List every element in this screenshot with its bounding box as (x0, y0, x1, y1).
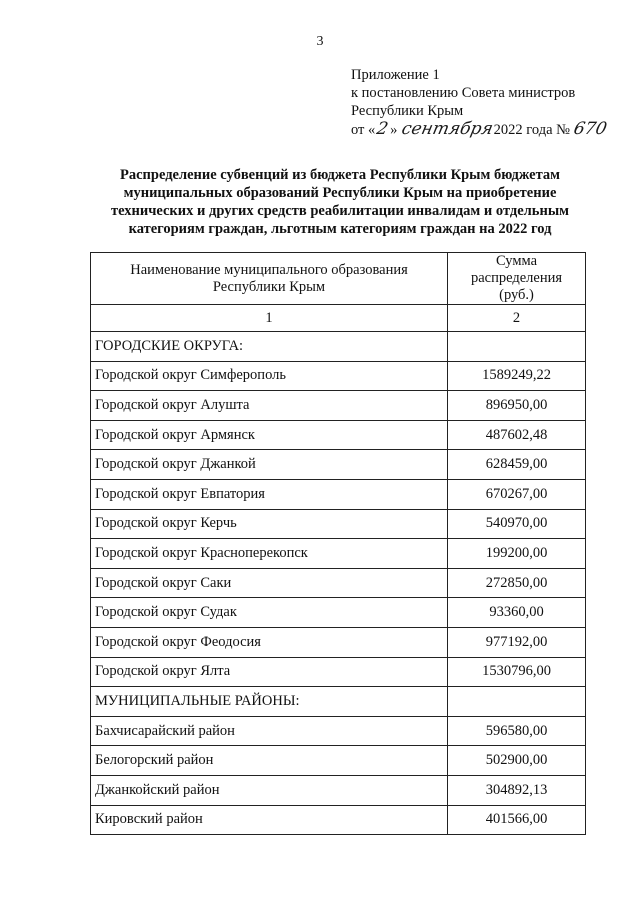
distribution-amount: 401566,00 (448, 805, 586, 835)
municipality-name: ГОРОДСКИЕ ОКРУГА: (91, 332, 448, 362)
appendix-block (351, 66, 609, 139)
document-title (80, 166, 600, 238)
distribution-amount: 502900,00 (448, 746, 586, 776)
column-header-name (91, 253, 448, 305)
distribution-amount: 977192,00 (448, 627, 586, 657)
distribution-amount: 1589249,22 (448, 361, 586, 391)
table-row (91, 539, 586, 569)
table-row (91, 627, 586, 657)
table-row (91, 805, 586, 835)
appendix-title: Приложение 1 (351, 67, 440, 83)
table-row (91, 361, 586, 391)
municipality-name: Городской округ Саки (91, 568, 448, 598)
distribution-amount: 628459,00 (448, 450, 586, 480)
appendix-resolution: к постановлению Совета министров (351, 85, 576, 101)
municipality-name: Кировский район (91, 805, 448, 835)
column-number: 1 (91, 305, 448, 332)
title-line: категориям граждан, льготным категориям граждан на 2022 год (128, 221, 552, 237)
column-header-amount (448, 253, 586, 305)
date-prefix: от « (351, 122, 376, 138)
distribution-amount: 596580,00 (448, 716, 586, 746)
municipality-name: Городской округ Красноперекопск (91, 539, 448, 569)
table-row (91, 746, 586, 776)
municipality-name: Городской округ Керчь (91, 509, 448, 539)
table-row (91, 716, 586, 746)
municipality-name: МУНИЦИПАЛЬНЫЕ РАЙОНЫ: (91, 687, 448, 717)
column-header-amount-line: Сумма (495, 253, 538, 269)
distribution-amount (448, 687, 586, 717)
title-line: Распределение субвенций из бюджета Республики Крым бюджетам (119, 167, 561, 183)
title-line: технических и других средств реабилитации инвалидам и отдельным (110, 203, 570, 219)
table-row (91, 420, 586, 450)
municipality-name: Бахчисарайский район (91, 716, 448, 746)
municipality-name: Городской округ Симферополь (91, 361, 448, 391)
date-year: 2022 года (493, 122, 553, 138)
municipality-name: Городской округ Ялта (91, 657, 448, 687)
date-mid: » (390, 122, 398, 138)
table-row (91, 332, 586, 362)
table-row (91, 509, 586, 539)
table-body (91, 332, 586, 835)
table-row (91, 479, 586, 509)
distribution-amount: 272850,00 (448, 568, 586, 598)
table-row (91, 450, 586, 480)
column-number: 2 (448, 305, 586, 332)
table-row (91, 775, 586, 805)
column-number-row (91, 305, 586, 332)
municipality-name: Городской округ Армянск (91, 420, 448, 450)
appendix-republic: Республики Крым (351, 103, 464, 119)
column-header-name-line: Наименование муниципального образования (130, 261, 408, 278)
municipality-name: Городской округ Судак (91, 598, 448, 628)
distribution-amount: 199200,00 (448, 539, 586, 569)
municipality-name: Белогорский район (91, 746, 448, 776)
appendix-date-line (351, 119, 609, 139)
municipality-name: Городской округ Евпатория (91, 479, 448, 509)
municipality-name: Городской округ Джанкой (91, 450, 448, 480)
table-row (91, 687, 586, 717)
distribution-table (90, 252, 586, 835)
distribution-amount: 896950,00 (448, 391, 586, 421)
table-row (91, 568, 586, 598)
distribution-amount (448, 332, 586, 362)
table-header-row (91, 253, 586, 305)
title-line: муниципальных образований Республики Крым на приобретение (123, 185, 557, 201)
table-row (91, 598, 586, 628)
municipality-name: Городской округ Феодосия (91, 627, 448, 657)
column-header-name-line: Республики Крым (212, 278, 326, 295)
distribution-amount: 670267,00 (448, 479, 586, 509)
table-row (91, 657, 586, 687)
municipality-name: Джанкойский район (91, 775, 448, 805)
municipality-name: Городской округ Алушта (91, 391, 448, 421)
handwritten-number: 670 (571, 119, 609, 139)
distribution-amount: 487602,48 (448, 420, 586, 450)
column-header-amount-line: распределения (руб.) (470, 270, 563, 303)
handwritten-day: 2 (375, 119, 391, 139)
distribution-amount: 93360,00 (448, 598, 586, 628)
table-row (91, 391, 586, 421)
distribution-amount: 1530796,00 (448, 657, 586, 687)
distribution-amount: 304892,13 (448, 775, 586, 805)
distribution-amount: 540970,00 (448, 509, 586, 539)
number-prefix: № (556, 122, 570, 138)
page-number: 3 (316, 34, 324, 49)
handwritten-month: сентября (399, 119, 495, 139)
